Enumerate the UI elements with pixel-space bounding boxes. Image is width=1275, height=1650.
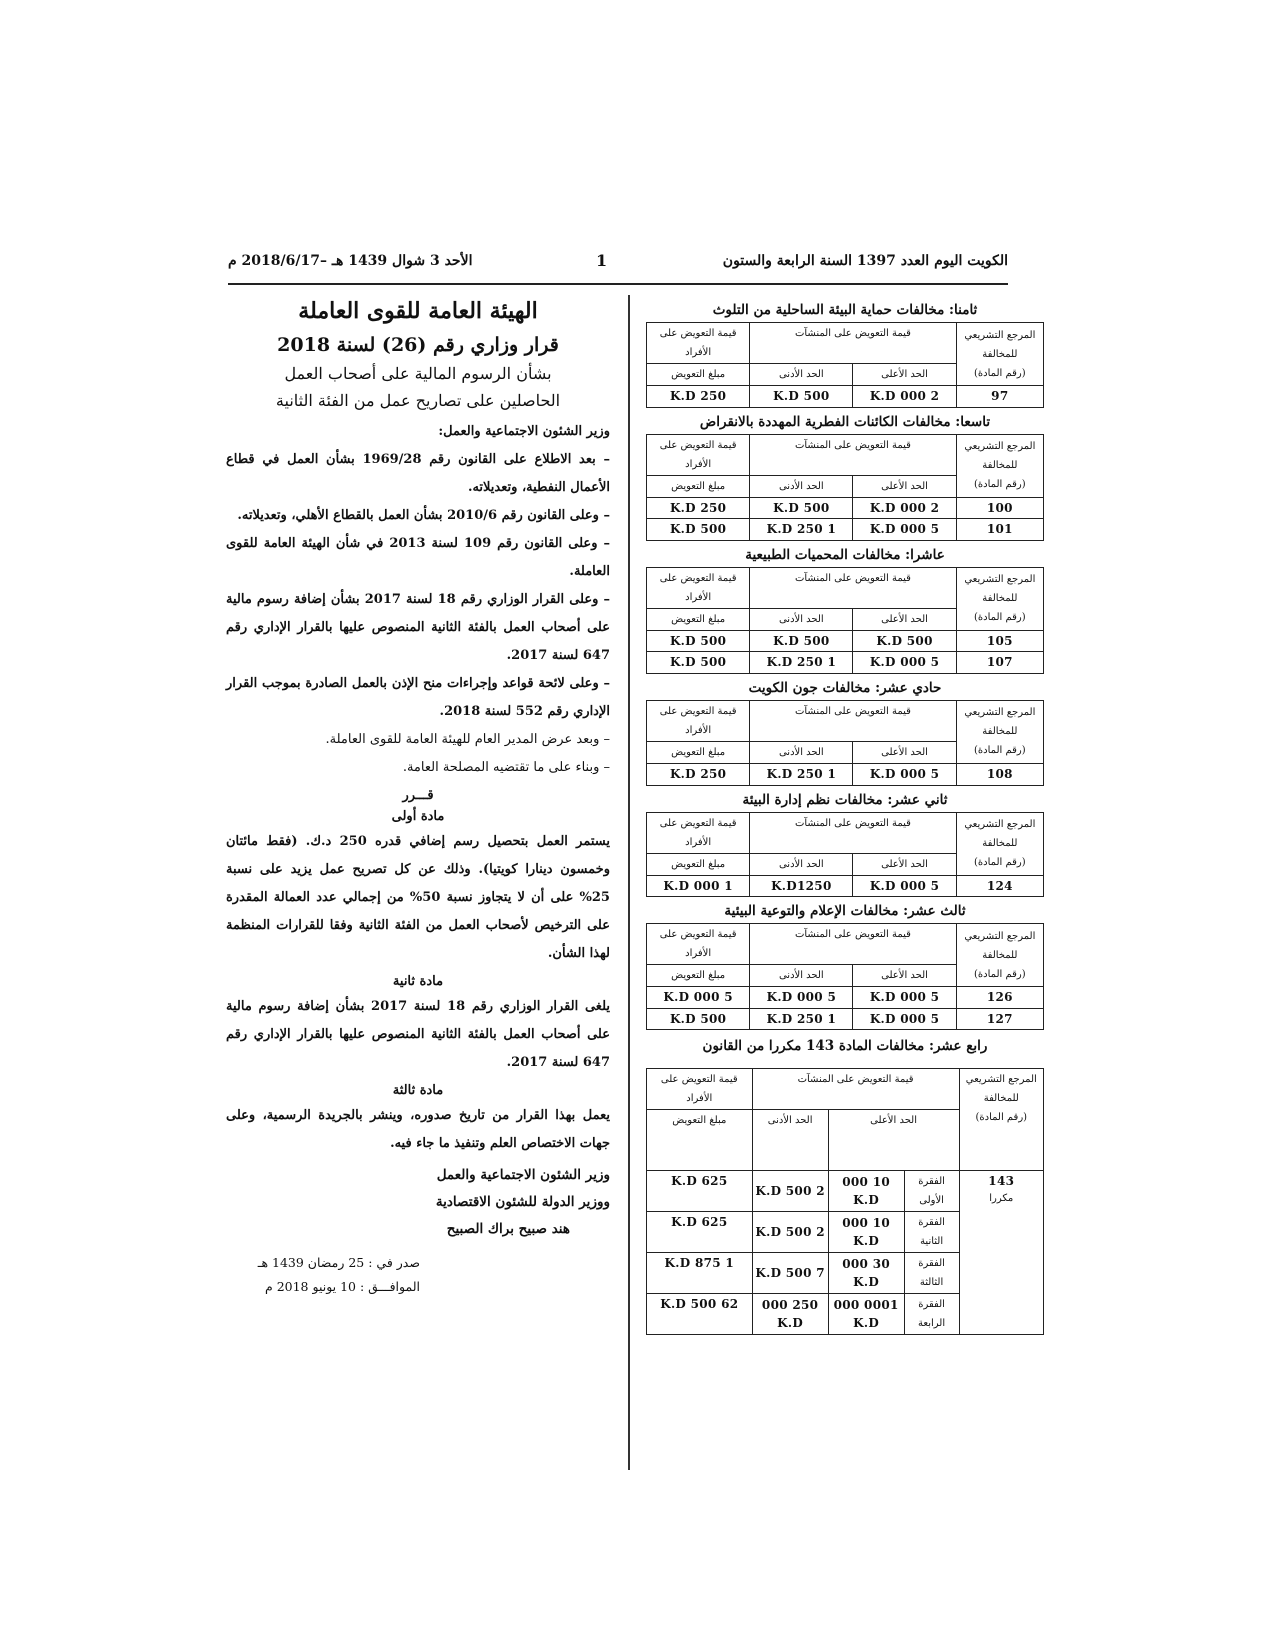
article-number: 100 [956,497,1043,519]
header-facility-compensation: قيمة التعويض على المنشآت [750,812,956,853]
table-header-row [647,567,1044,608]
header-facility-compensation: قيمة التعويض على المنشآت [752,1069,959,1110]
article-number-label: (رقم المادة) [974,857,1026,869]
section-title: ثالث عشر: مخالفات الإعلام والتوعية البيئية [724,903,966,920]
recital: – بعد الاطلاع على القانون رقم 1969/28 بشأن العمل في قطاع الأعمال النفطية، وتعديلاته. [226,452,610,495]
article-number-label: (رقم المادة) [974,612,1026,624]
article-3-title: مادة ثالثة [392,1083,444,1098]
individual-amount: 62 500 K.D [647,1294,753,1335]
article-1-text: يستمر العمل بتحصيل رسم إضافي قدره 250 د.ك. (فقط مائتان وخمسون دينارا كويتيا). وذلك عن كل تصريح عمل يزيد على نسبة 25% على أن لا يتجاوز نسبة 50% من إجمالي عدد العمالة المقدرة على الترخيص لأصحاب العمل من الفئة الثانية وفقا للقرارات المنظمة لهذا الشأن. [226,834,610,961]
table-row [647,652,1044,674]
article-1-title: مادة أولى [391,809,445,824]
article-number: 105 [956,630,1043,652]
header-rule [228,283,1008,285]
header-maximum: الحد الأعلى [853,475,956,497]
facility-min: 500 K.D [750,497,853,519]
individual-amount: 250 K.D [647,763,750,785]
header-maximum: الحد الأعلى [853,965,956,987]
facility-min: 7 500 K.D [752,1253,828,1294]
section-title: تاسعا: مخالفات الكائنات الفطرية المهددة بالانقراض [699,413,991,430]
decree-subject-2: الحاصلين على تصاريح عمل من الفئة الثانية [275,391,561,410]
fines-table [646,322,1044,408]
recital: – وعلى القرار الوزاري رقم 18 لسنة 2017 بشأن إضافة رسوم مالية على أصحاب العمل بالفئة الثانية المنصوص عليها بالقرار الإداري رقم 647 لسنة 2017. [226,592,610,663]
issued-date: صدر في : 25 رمضان 1439 هـ [257,1255,420,1270]
header-individual-compensation: قيمة التعويض على الأفراد [647,434,750,475]
individual-amount: 5 000 K.D [647,987,750,1009]
decree-subject-1: بشأن الرسوم المالية على أصحاب العمل [284,364,552,383]
facility-max: 2 000 K.D [853,386,956,408]
fines-tables-column [646,296,1044,1335]
section-title: عاشرا: مخالفات المحميات الطبيعية [745,546,945,563]
facility-min: 1 250 K.D [750,1008,853,1030]
facility-max: 2 000 K.D [853,497,956,519]
facility-max: 500 K.D [853,630,956,652]
table-row [647,630,1044,652]
paragraph-label: الفقرة الثانية [904,1212,959,1253]
facility-max: 5 000 K.D [853,652,956,674]
header-legal-reference [956,434,1043,497]
recital: – وبناء على ما تقتضيه المصلحة العامة. [402,760,610,775]
article-number: 127 [956,1008,1043,1030]
article-2-text: يلغى القرار الوزاري رقم 18 لسنة 2017 بشأن إضافة رسوم مالية على أصحاب العمل بالفئة الثانية المنصوص عليها بالقرار الإداري رقم 647 لسنة 2017. [226,999,610,1070]
recital: – وعلى القانون رقم 109 لسنة 2013 في شأن الهيئة العامة للقوى العاملة. [226,536,610,579]
legal-reference-label: المرجع التشريعي للمخالفة [964,441,1036,472]
decree-title: قرار وزاري رقم (26) لسنة 2018 [277,334,559,356]
header-facility-compensation: قيمة التعويض على المنشآت [750,700,956,741]
facility-min: 2 500 K.D [752,1212,828,1253]
table-header-row [647,323,1044,364]
header-minimum: الحد الأدنى [752,1110,828,1171]
table-header-row [647,812,1044,853]
table-row [647,763,1044,785]
header-maximum: الحد الأعلى [853,364,956,386]
table-row [647,875,1044,897]
header-legal-reference [956,700,1043,763]
header-amount: مبلغ التعويض [647,853,750,875]
fines-table [646,567,1044,674]
recital: – وعلى لائحة قواعد وإجراءات منح الإذن بالعمل الصادرة بموجب القرار الإداري رقم 552 لسنة 2018. [226,676,610,719]
individual-amount: 1 000 K.D [647,875,750,897]
header-minimum: الحد الأدنى [750,965,853,987]
header-facility-compensation: قيمة التعويض على المنشآت [750,567,956,608]
article-number: 97 [956,386,1043,408]
legal-reference-label: المرجع التشريعي للمخالفة [964,574,1036,605]
article-number: 107 [956,652,1043,674]
facility-min: 1 250 K.D [750,519,853,541]
facility-max: 5 000 K.D [853,1008,956,1030]
table-row [647,987,1044,1009]
fines-table [646,700,1044,786]
header-individual-compensation: قيمة التعويض على الأفراد [647,924,750,965]
table-header-row [647,700,1044,741]
signature-title-1: وزير الشئون الاجتماعية والعمل [436,1167,610,1183]
header-minimum: الحد الأدنى [750,853,853,875]
header-individual-compensation: قيمة التعويض على الأفراد [647,323,750,364]
recital: – وعلى القانون رقم 2010/6 بشأن العمل بالقطاع الأهلي، وتعديلاته. [237,508,610,523]
header-maximum: الحد الأعلى [853,741,956,763]
paragraph-label: الفقرة الأولى [904,1171,959,1212]
individual-amount: 500 K.D [647,519,750,541]
header-individual-compensation: قيمة التعويض على الأفراد [647,567,750,608]
facility-min: 250 000 K.D [752,1294,828,1335]
header-legal-reference [956,812,1043,875]
facility-max: 30 000 K.D [828,1253,904,1294]
table-row [647,1008,1044,1030]
section-title: رابع عشر: مخالفات المادة 143 مكررا من القانون [702,1038,988,1055]
fines-table-143 [646,1068,1044,1335]
facility-min: K.D1250 [750,875,853,897]
header-facility-compensation: قيمة التعويض على المنشآت [750,323,956,364]
page-header [228,253,1008,281]
header-date: الأحد 3 شوال 1439 هـ –2018/6/17 م [228,253,473,269]
article-number: 126 [956,987,1043,1009]
header-minimum: الحد الأدنى [750,608,853,630]
section-title: ثاني عشر: مخالفات نظم إدارة البيئة [742,791,948,808]
header-maximum: الحد الأعلى [853,608,956,630]
column-divider [628,295,630,1470]
header-legal-reference [956,567,1043,630]
paragraph-label: الفقرة الرابعة [904,1294,959,1335]
header-amount: مبلغ التعويض [647,965,750,987]
article-2-title: مادة ثانية [392,974,444,989]
facility-min: 5 000 K.D [750,987,853,1009]
facility-max: 10 000 K.D [828,1171,904,1212]
article-suffix: مكررا [989,1192,1014,1204]
article-number: 108 [956,763,1043,785]
header-amount: مبلغ التعويض [647,741,750,763]
header-legal-reference [956,924,1043,987]
table-header-row [647,1069,1044,1110]
minister-heading: وزير الشئون الاجتماعية والعمل: [438,424,610,439]
decided-heading: قـــرر [402,788,434,803]
article-number-label: (رقم المادة) [974,479,1026,491]
legal-reference-label: المرجع التشريعي للمخالفة [964,329,1036,360]
facility-max: 0001 000 K.D [828,1294,904,1335]
article-number-value: 143 [988,1174,1015,1189]
header-amount: مبلغ التعويض [647,1110,753,1171]
facility-min: 1 250 K.D [750,763,853,785]
table-header-row [647,924,1044,965]
page-number: 1 [596,251,608,270]
header-minimum: الحد الأدنى [750,741,853,763]
article-number: 101 [956,519,1043,541]
article-number: 124 [956,875,1043,897]
header-minimum: الحد الأدنى [750,364,853,386]
article-number-label: (رقم المادة) [975,1112,1028,1124]
corresponding-date: الموافـــق : 10 يونيو 2018 م [264,1279,420,1294]
facility-max: 5 000 K.D [853,875,956,897]
paragraph-label: الفقرة الثالثة [904,1253,959,1294]
individual-amount: 250 K.D [647,497,750,519]
table-row [647,497,1044,519]
facility-max: 10 000 K.D [828,1212,904,1253]
signature-name: هند صبيح براك الصبيح [446,1221,570,1237]
header-individual-compensation: قيمة التعويض على الأفراد [647,1069,753,1110]
header-legal-reference [959,1069,1043,1171]
facility-min: 2 500 K.D [752,1171,828,1212]
header-amount: مبلغ التعويض [647,608,750,630]
organization-title: الهيئة العامة للقوى العاملة [298,298,538,324]
legal-reference-label: المرجع التشريعي للمخالفة [964,819,1036,850]
header-minimum: الحد الأدنى [750,475,853,497]
section-title: حادي عشر: مخالفات جون الكويت [748,679,942,696]
individual-amount: 1 875 K.D [647,1253,753,1294]
facility-max: 5 000 K.D [853,763,956,785]
individual-amount: 500 K.D [647,652,750,674]
article-number-label: (رقم المادة) [974,745,1026,757]
signature-title-2: ووزير الدولة للشئون الاقتصادية [435,1194,610,1210]
individual-amount: 625 K.D [647,1212,753,1253]
facility-min: 500 K.D [750,630,853,652]
recital: – وبعد عرض المدير العام للهيئة العامة للقوى العاملة. [325,732,610,747]
facility-min: 500 K.D [750,386,853,408]
article-number-label: (رقم المادة) [974,968,1026,980]
header-facility-compensation: قيمة التعويض على المنشآت [750,434,956,475]
article-3-text: يعمل بهذا القرار من تاريخ صدوره، وينشر بالجريدة الرسمية، وعلى جهات الاختصاص العلم وتنفيذ ما جاء فيه. [226,1108,610,1151]
legal-reference-label: المرجع التشريعي للمخالفة [964,930,1036,961]
header-facility-compensation: قيمة التعويض على المنشآت [750,924,956,965]
table-header-row [647,434,1044,475]
header-amount: مبلغ التعويض [647,364,750,386]
individual-amount: 625 K.D [647,1171,753,1212]
legal-reference-label: المرجع التشريعي للمخالفة [964,707,1036,738]
legal-reference-label: المرجع التشريعي للمخالفة [965,1074,1037,1105]
fines-table [646,923,1044,1030]
decree-column [226,298,610,1299]
table-row [647,1171,1044,1212]
header-amount: مبلغ التعويض [647,475,750,497]
fines-table [646,812,1044,898]
header-individual-compensation: قيمة التعويض على الأفراد [647,812,750,853]
table-row [647,386,1044,408]
table-row [647,519,1044,541]
individual-amount: 500 K.D [647,1008,750,1030]
individual-amount: 500 K.D [647,630,750,652]
header-maximum: الحد الأعلى [853,853,956,875]
facility-max: 5 000 K.D [853,519,956,541]
header-individual-compensation: قيمة التعويض على الأفراد [647,700,750,741]
article-number-label: (رقم المادة) [974,367,1026,379]
facility-max: 5 000 K.D [853,987,956,1009]
header-maximum: الحد الأعلى [828,1110,959,1171]
header-legal-reference [956,323,1043,386]
fines-table [646,434,1044,541]
header-issue: الكويت اليوم العدد 1397 السنة الرابعة والستون [722,253,1008,269]
article-number [959,1171,1043,1335]
facility-min: 1 250 K.D [750,652,853,674]
section-title: ثامنا: مخالفات حماية البيئة الساحلية من التلوث [712,302,978,318]
individual-amount: 250 K.D [647,386,750,408]
